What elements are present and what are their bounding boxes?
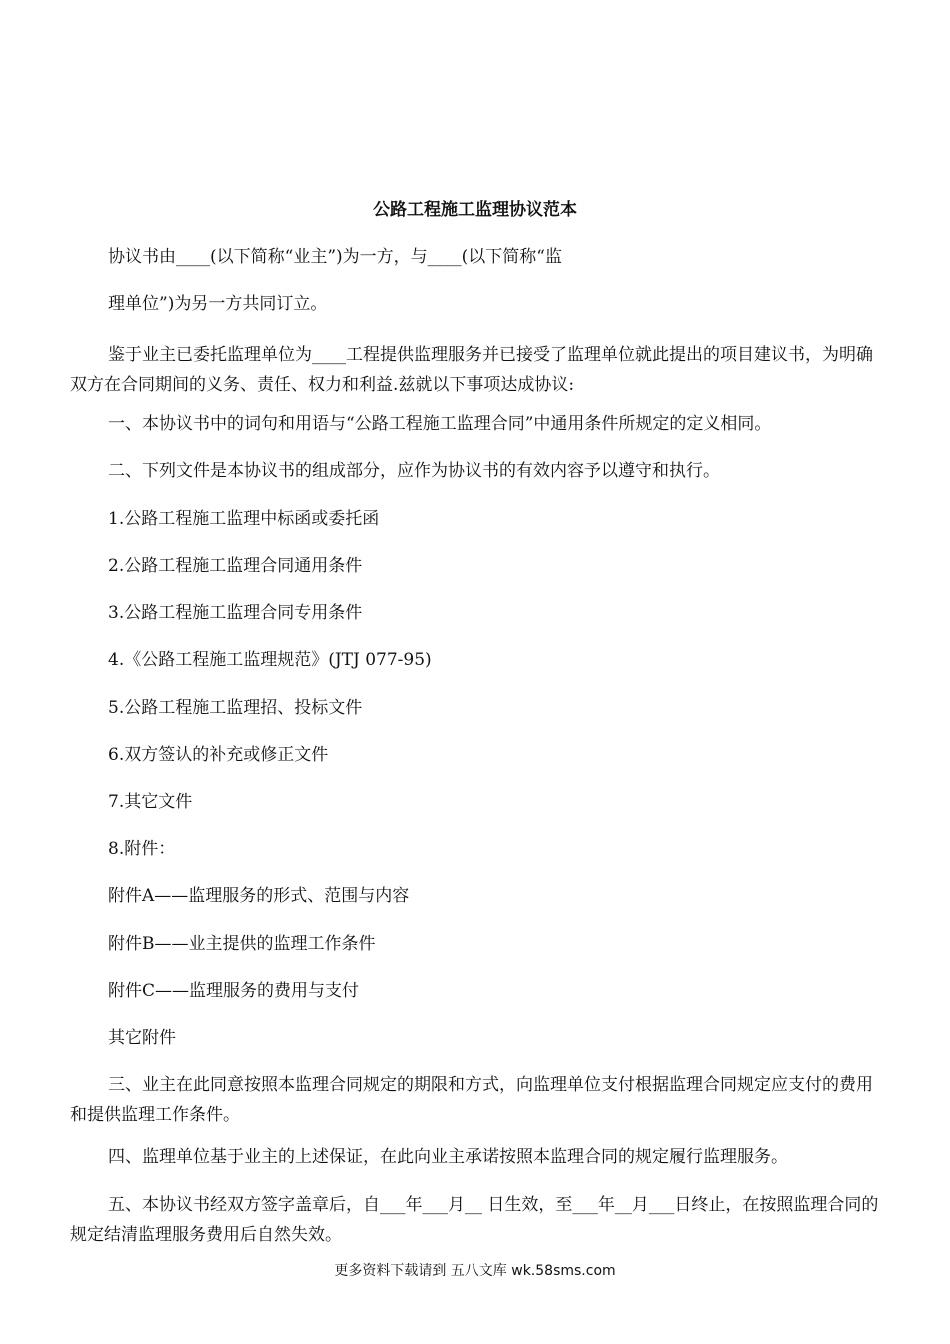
list-item-5: 5.公路工程施工监理招、投标文件	[108, 698, 363, 718]
footer-link-text: 更多资料下载请到 五八文库 wk.58sms.com	[334, 1263, 616, 1279]
clause-3: 三、业主在此同意按照本监理合同规定的期限和方式，向监理单位支付根据监理合同规定应支付的费用和提供监理工作条件。	[70, 1075, 873, 1125]
list-item-4: 4.《公路工程施工监理规范》(JTJ 077-95)	[108, 650, 432, 670]
attachment-c: 附件C——监理服务的费用与支付	[108, 981, 360, 1001]
clause-2: 二、下列文件是本协议书的组成部分，应作为协议书的有效内容予以遵守和执行。	[108, 461, 720, 481]
list-item-7: 7.其它文件	[108, 792, 193, 812]
list-item-1: 1.公路工程施工监理中标函或委托函	[108, 509, 380, 529]
attachment-b: 附件B——业主提供的监理工作条件	[108, 934, 376, 954]
document-title: 公路工程施工监理协议范本	[373, 200, 577, 220]
attachment-a: 附件A——监理服务的形式、范围与内容	[108, 886, 410, 906]
list-item-3: 3.公路工程施工监理合同专用条件	[108, 603, 363, 623]
paragraph-whereas: 鉴于业主已委托监理单位为____工程提供监理服务并已接受了监理单位就此提出的项目建议书，为明确双方在合同期间的义务、责任、权力和利益.兹就以下事项达成协议:	[70, 345, 873, 395]
clause-5: 五、本协议书经双方签字盖章后，自___年___月__ 日生效，至___年__月___日终止，在按照监理合同的规定结清监理服务费用后自然失效。	[70, 1195, 879, 1245]
paragraph-intro-line2: 理单位”)为另一方共同订立。	[108, 294, 328, 314]
list-item-2: 2.公路工程施工监理合同通用条件	[108, 556, 363, 576]
attachment-other: 其它附件	[108, 1028, 176, 1048]
list-item-6: 6.双方签认的补充或修正文件	[108, 745, 329, 765]
paragraph-intro-line1: 协议书由____(以下简称“业主”)为一方，与____(以下简称“监	[108, 247, 562, 267]
clause-4: 四、监理单位基于业主的上述保证，在此向业主承诺按照本监理合同的规定履行监理服务。	[108, 1147, 788, 1167]
clause-1: 一、本协议书中的词句和用语与“公路工程施工监理合同”中通用条件所规定的定义相同。	[108, 414, 772, 434]
list-item-8: 8.附件：	[108, 839, 176, 859]
